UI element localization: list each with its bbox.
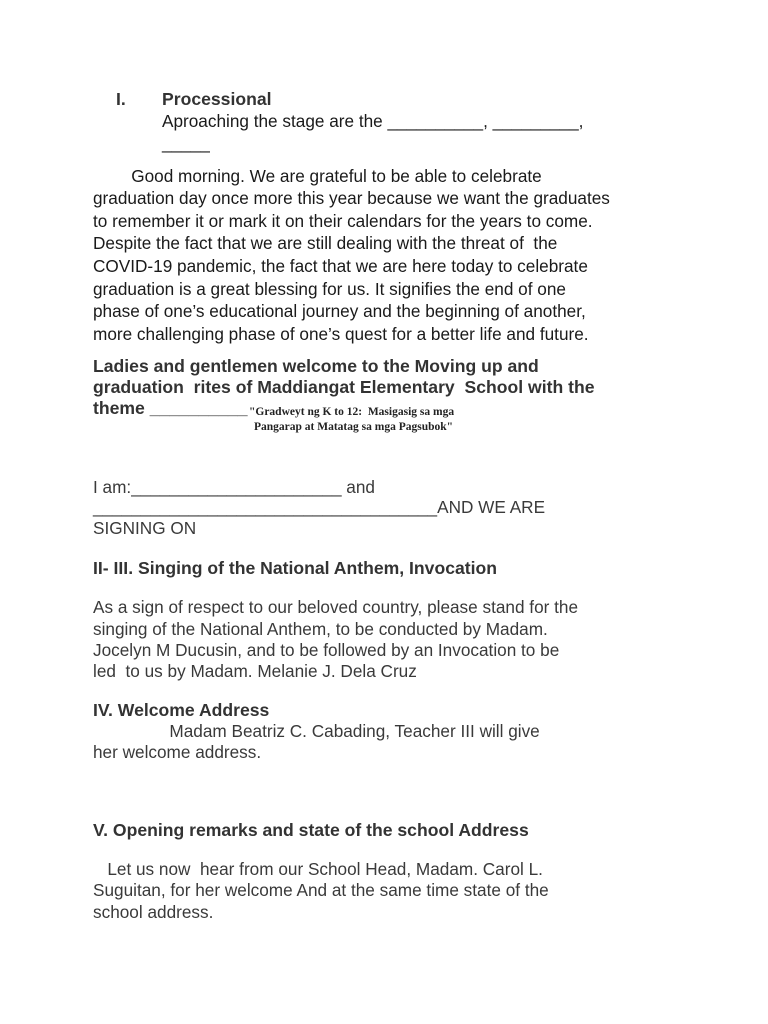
section-2-title: II- III. Singing of the National Anthem, Invocation (93, 558, 498, 578)
section-4-title: IV. Welcome Address (93, 700, 270, 720)
intro-line: more challenging phase of one’s quest for a better life and future. (93, 324, 589, 344)
welcome-address-line: her welcome address. (93, 742, 262, 762)
hosts-line: I am:______________________ and (93, 477, 375, 497)
intro-line: graduation day once more this year because we want the graduates (93, 188, 610, 208)
intro-line: phase of one’s educational journey and the beginning of another, (93, 301, 586, 321)
theme-label: theme __________ (93, 398, 248, 418)
opening-remarks-line: Suguitan, for her welcome And at the same time state of the (93, 880, 549, 900)
hosts-line: SIGNING ON (93, 518, 197, 538)
section-5-title: V. Opening remarks and state of the school Address (93, 820, 529, 840)
intro-line: graduation is a great blessing for us. It signifies the end of one (93, 279, 566, 299)
intro-line: Despite the fact that we are still dealing with the threat of the (93, 233, 558, 253)
anthem-line: As a sign of respect to our beloved country, please stand for the (93, 597, 579, 617)
intro-line: to remember it or mark it on their calendars for the years to come. (93, 211, 593, 231)
welcome-line: Ladies and gentlemen welcome to the Moving up and (93, 356, 539, 376)
intro-line: COVID-19 pandemic, the fact that we are here today to celebrate (93, 256, 588, 276)
intro-line: Good morning. We are grateful to be able to celebrate (93, 166, 542, 186)
hosts-line: ____________________________________AND WE ARE (93, 497, 546, 517)
section-1-numeral: I. (116, 89, 126, 109)
opening-remarks-line: Let us now hear from our School Head, Madam. Carol L. (93, 859, 543, 879)
welcome-address-line: Madam Beatriz C. Cabading, Teacher III will give (93, 721, 540, 741)
theme-text-line-2: Pangarap at Matatag sa mga Pagsubok" (254, 421, 454, 433)
anthem-line: singing of the National Anthem, to be conducted by Madam. (93, 619, 548, 639)
processional-blank: _____ (162, 133, 210, 153)
anthem-line: led to us by Madam. Melanie J. Dela Cruz (93, 661, 417, 681)
section-1-title: Processional (162, 89, 272, 109)
processional-line: Aproaching the stage are the __________, _________, (162, 111, 584, 131)
anthem-line: Jocelyn M Ducusin, and to be followed by an Invocation to be (93, 640, 560, 660)
theme-text-line-1: "Gradweyt ng K to 12: Masigasig sa mga (249, 406, 455, 418)
welcome-line: graduation rites of Maddiangat Elementary School with the (93, 377, 595, 397)
opening-remarks-line: school address. (93, 902, 214, 922)
